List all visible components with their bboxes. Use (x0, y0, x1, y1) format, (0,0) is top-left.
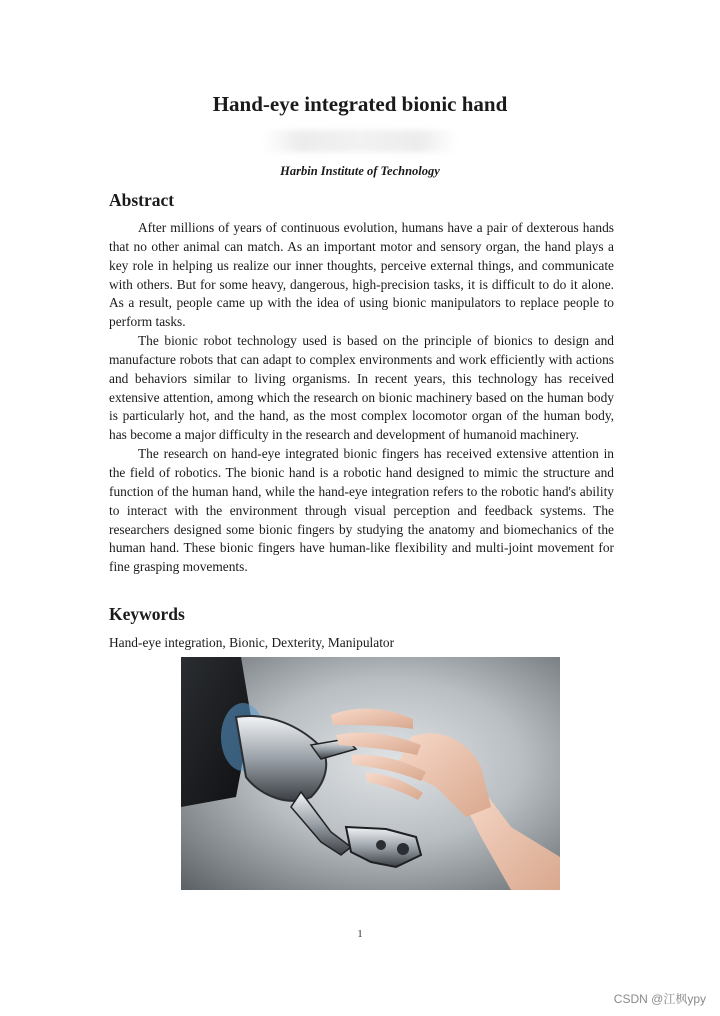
abstract-paragraph: The bionic robot technology used is based on the principle of bionics to design and manufacture robots that can adapt to complex environments and work efficiently with actions and behaviors similar to living organisms. In recent years, this technology has received extensive attention, among which the research on bionic machinery based on the human body is particularly hot, and the hand, as the most complex locomotor organ of the human body, has become a major difficulty in the research and development of humanoid machinery. (109, 333, 614, 443)
robot-palm (236, 716, 326, 801)
watermark: CSDN @江枫ypy (613, 992, 706, 1006)
robot-joint (397, 843, 409, 855)
page-number: 1 (357, 928, 363, 940)
robot-joint (376, 840, 386, 850)
keywords-text: Hand-eye integration, Bionic, Dexterity, Manipulator (109, 635, 395, 650)
robot-thumb (291, 792, 351, 855)
bionic-hand-figure (181, 657, 560, 890)
robot-and-human-hand-illustration (181, 657, 560, 890)
keywords-heading: Keywords (109, 604, 185, 624)
abstract-body (109, 219, 614, 577)
abstract-paragraph: After millions of years of continuous evolution, humans have a pair of dexterous hands that no other animal can match. As an important motor and sensory organ, the hand plays a key role in helping us realize our inner thoughts, perceive external things, and communicate with others. But for some heavy, dangerous, high-precision tasks, it is difficult to do it alone. As a result, people came up with the idea of using bionic manipulators to replace people to perform tasks. (109, 220, 614, 330)
abstract-paragraph: The research on hand-eye integrated bionic fingers has received extensive attention in the field of robotics. The bionic hand is a robotic hand designed to mimic the structure and function of the human hand, while the hand-eye integration refers to the robotic hand's ability to interact with the environment through visual perception and feedback systems. The researchers designed some bionic fingers by studying the anatomy and biomechanics of the human hand. These bionic fingers have human-like flexibility and multi-joint movement for fine grasping movements. (109, 446, 614, 575)
human-index-finger (331, 709, 413, 729)
affiliation: Harbin Institute of Technology (280, 164, 440, 178)
abstract-heading: Abstract (109, 190, 175, 210)
blurred-author-names (262, 130, 458, 152)
paper-title: Hand-eye integrated bionic hand (212, 92, 508, 116)
